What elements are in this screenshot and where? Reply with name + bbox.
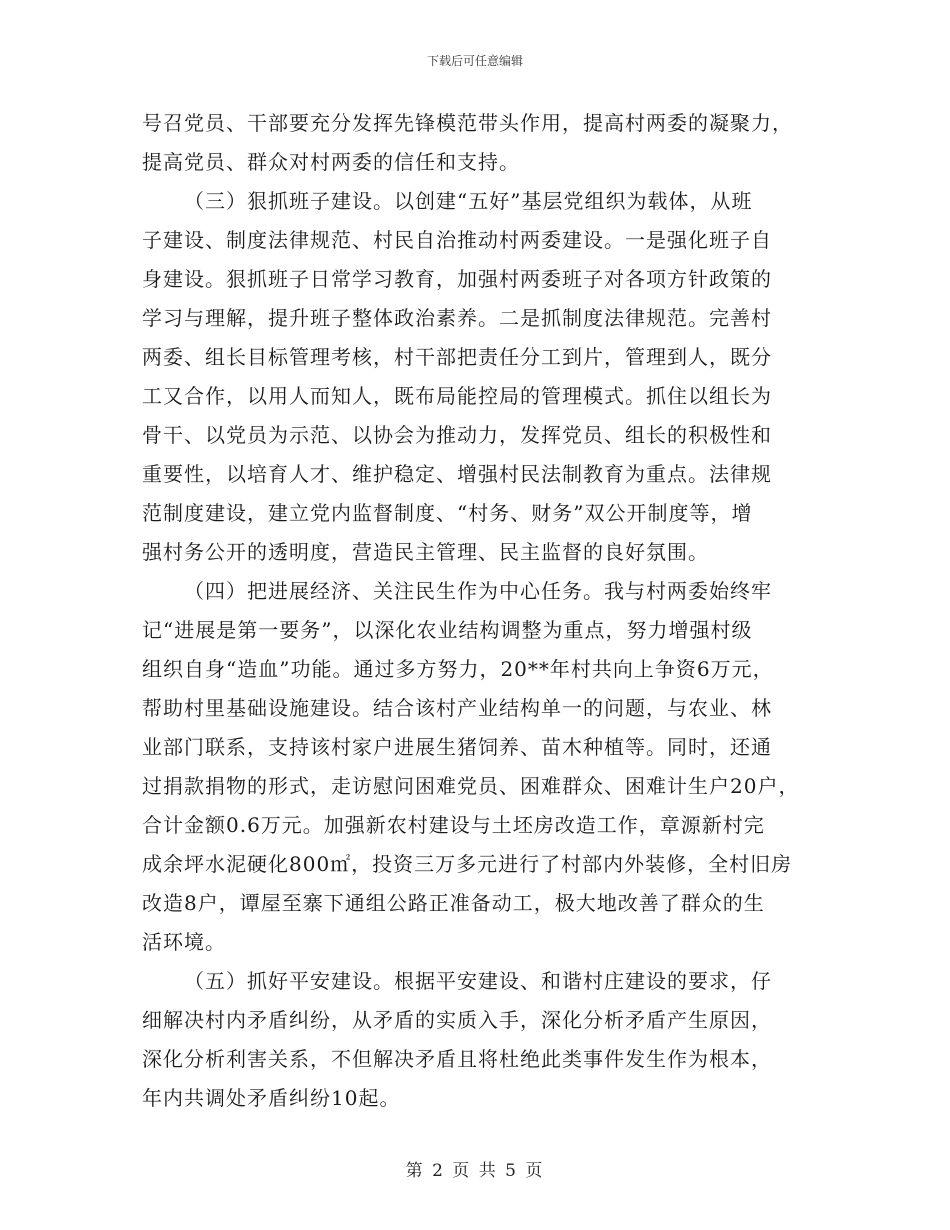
text-line: 骨干、以党员为示范、以协会为推动力，发挥党员、组长的积极性和 [142,423,772,447]
text-line: 深化分析利害关系，不但解决矛盾且将杜绝此类事件发生作为根本， [142,1047,772,1071]
paragraph-start-line: （三）狠抓班子建设。以创建“五好”基层党组织为载体，从班 [184,189,753,213]
text-line: 提高党员、群众对村两委的信任和支持。 [142,150,520,174]
text-line: 组织自身“造血”功能。通过多方努力，20**年村共向上争资6万元， [142,657,774,681]
text-line: 成余坪水泥硬化800㎡，投资三万多元进行了村部内外装修，全村旧房 [142,852,793,876]
text-line: 合计金额0.6万元。加强新农村建设与土坯房改造工作，章源新村完 [142,813,765,837]
page-header-note: 下载后可任意编辑 [426,54,523,68]
text-line: 两委、组长目标管理考核，村干部把责任分工到片，管理到人，既分 [142,345,772,369]
text-line: 范制度建设，建立党内监督制度、“村务、财务”双公开制度等，增 [142,501,753,525]
text-line: 改造8户，谭屋至寨下通组公路正准备动工，极大地改善了群众的生 [142,891,765,915]
text-line: 工又合作，以用人而知人，既布局能控局的管理模式。抓住以组长为 [142,384,772,408]
text-line: 重要性，以培育人才、维护稳定、增强村民法制教育为重点。法律规 [142,462,772,486]
text-line: 年内共调处矛盾纠纷10起。 [142,1086,401,1110]
page-number-footer: 第 2 页 共 5 页 [405,1161,545,1181]
text-line: 号召党员、干部要充分发挥先锋模范带头作用，提高村两委的凝聚力， [142,111,793,135]
text-line: 细解决村内矛盾纠纷，从矛盾的实质入手，深化分析矛盾产生原因， [142,1008,772,1032]
text-line: 学习与理解，提升班子整体政治素养。二是抓制度法律规范。完善村 [142,306,772,330]
text-line: 身建设。狠抓班子日常学习教育，加强村两委班子对各项方针政策的 [142,267,772,291]
document-body [142,104,822,1118]
paragraph-start-line: （四）把进展经济、关注民生作为中心任务。我与村两委始终牢 [184,579,772,603]
text-line: 过捐款捐物的形式，走访慰问困难党员、困难群众、困难计生户20户， [142,774,800,798]
paragraph-start-line: （五）抓好平安建设。根据平安建设、和谐村庄建设的要求，仔 [184,969,772,993]
text-line: 帮助村里基础设施建设。结合该村产业结构单一的问题，与农业、林 [142,696,772,720]
text-line: 强村务公开的透明度，营造民主管理、民主监督的良好氛围。 [142,540,709,564]
text-line: 记“进展是第一要务”，以深化农业结构调整为重点，努力增强村级 [142,618,753,642]
text-line: 活环境。 [142,930,226,954]
text-line: 业部门联系，支持该村家户进展生猪饲养、苗木种植等。同时，还通 [142,735,772,759]
text-line: 子建设、制度法律规范、村民自治推动村两委建设。一是强化班子自 [142,228,772,252]
